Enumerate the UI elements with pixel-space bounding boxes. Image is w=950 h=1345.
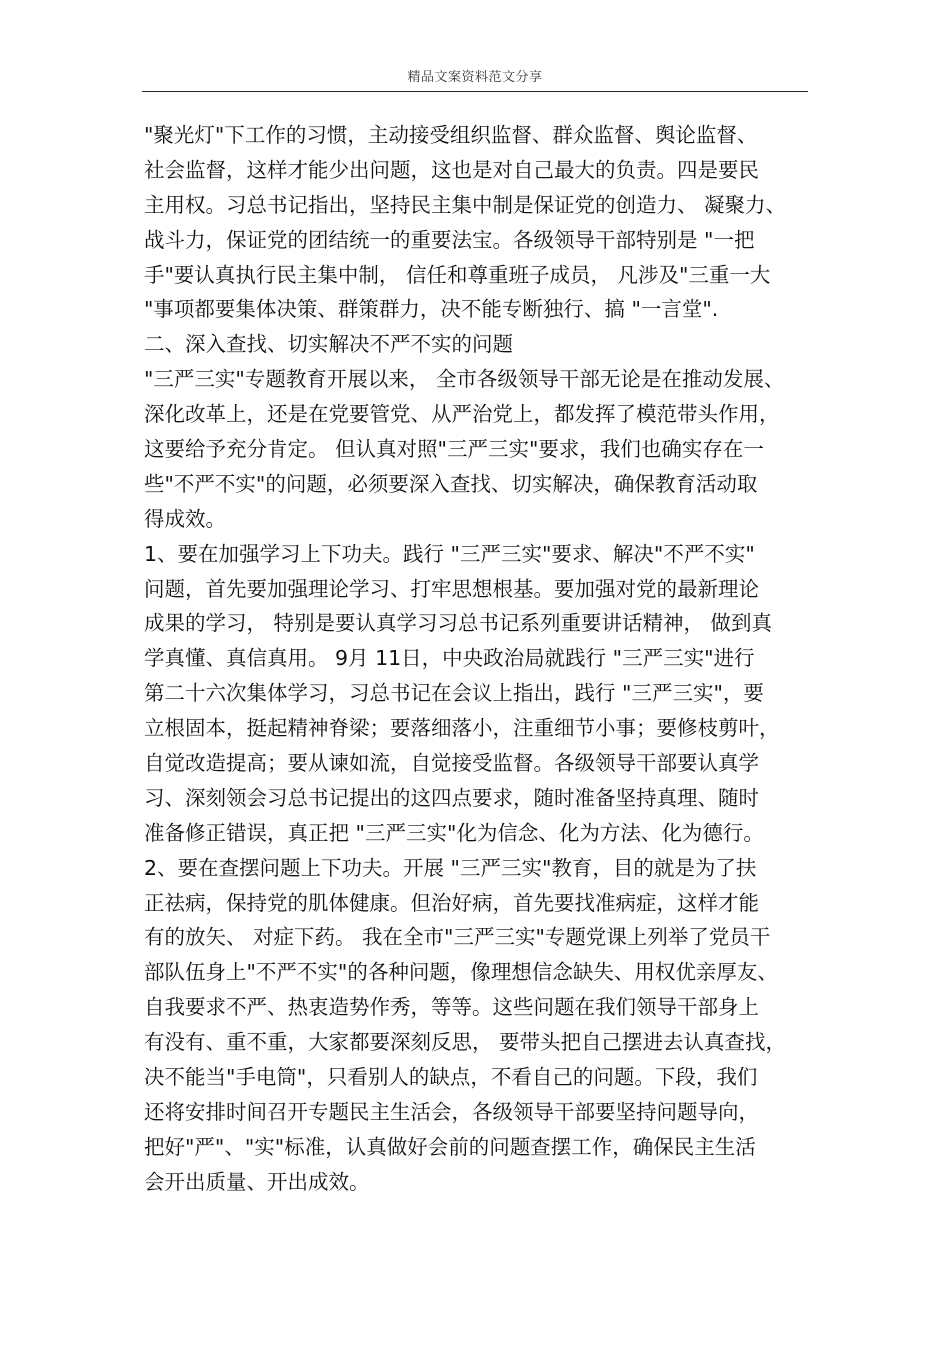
- text-line: 立根固本，挺起精神脊梁；要落细落小，注重细节小事；要修枝剪叶，: [144, 716, 780, 741]
- text-line: 这要给予充分肯定。 但认真对照"三严三实"要求，我们也确实存在一: [144, 437, 764, 462]
- text-line: 习、深刻领会习总书记提出的这四点要求，随时准备坚持真理、随时: [144, 785, 759, 810]
- text-line: 决不能当"手电筒"，只看别人的缺点，不看自己的问题。下段，我们: [144, 1065, 758, 1090]
- text-line: 些"不严不实"的问题，必须要深入查找、切实解决，确保教育活动取: [144, 471, 758, 496]
- text-line: 成果的学习， 特别是要认真学习习总书记系列重要讲话精神， 做到真: [144, 611, 773, 636]
- text-line: 社会监督，这样才能少出问题，这也是对自己最大的负责。四是要民: [144, 157, 759, 182]
- text-line: "事项都要集体决策、群策群力，决不能专断独行、搞 "一言堂".: [144, 297, 719, 322]
- text-line: 把好"严"、"实"标准，认真做好会前的问题查摆工作，确保民主生活: [144, 1134, 756, 1159]
- text-line: 战斗力，保证党的团结统一的重要法宝。各级领导干部特别是 "一把: [144, 227, 755, 252]
- text-line: "三严三实"专题教育开展以来， 全市各级领导干部无论是在推动发展、: [144, 367, 785, 392]
- text-line: 1、要在加强学习上下功夫。践行 "三严三实"要求、解决"不严不实": [144, 541, 755, 566]
- text-line: 自我要求不严、热衷造势作秀，等等。这些问题在我们领导干部身上: [144, 995, 759, 1020]
- text-line: "聚光灯"下工作的习惯，主动接受组织监督、群众监督、舆论监督、: [144, 123, 758, 147]
- document-body: [144, 118, 814, 1200]
- text-line: 问题，首先要加强理论学习、打牢思想根基。要加强对党的最新理论: [144, 576, 759, 601]
- text-line: 还将安排时间召开专题民主生活会，各级领导干部要坚持问题导向，: [144, 1099, 759, 1124]
- text-line: 第二十六次集体学习，习总书记在会议上指出，践行 "三严三实"，要: [144, 681, 764, 706]
- text-line: 有没有、重不重，大家都要深刻反思， 要带头把自己摆进去认真查找，: [144, 1030, 787, 1055]
- text-line: 手"要认真执行民主集中制， 信任和尊重班子成员， 凡涉及"三重一大: [144, 262, 771, 287]
- text-line: 得成效。: [144, 506, 226, 531]
- text-line: 会开出质量、开出成效。: [144, 1169, 370, 1194]
- text-line: 正祛病，保持党的肌体健康。但治好病，首先要找准病症，这样才能: [144, 890, 759, 915]
- text-line: 学真懂、真信真用。 9月 11日，中央政治局就践行 "三严三实"进行: [144, 646, 755, 671]
- text-line: 自觉改造提高；要从谏如流，自觉接受监督。各级领导干部要认真学: [144, 751, 759, 776]
- text-line: 有的放矢、 对症下药。 我在全市"三严三实"专题党课上列举了党员干: [144, 925, 771, 950]
- text-line: 准备修正错误，真正把 "三严三实"化为信念、化为方法、化为德行。: [144, 820, 764, 845]
- header-divider: [142, 91, 808, 92]
- section-heading: 二、深入查找、切实解决不严不实的问题: [144, 332, 513, 357]
- text-line: 2、要在查摆问题上下功夫。开展 "三严三实"教育，目的就是为了扶: [144, 855, 757, 880]
- text-line: 部队伍身上"不严不实"的各种问题，像理想信念缺失、用权优亲厚友、: [144, 960, 778, 985]
- text-line: 深化改革上，还是在党要管党、从严治党上，都发挥了模范带头作用，: [144, 402, 780, 427]
- page-header: 精品文案资料范文分享: [407, 70, 543, 85]
- text-line: 主用权。习总书记指出，坚持民主集中制是保证党的创造力、 凝聚力、: [144, 192, 787, 217]
